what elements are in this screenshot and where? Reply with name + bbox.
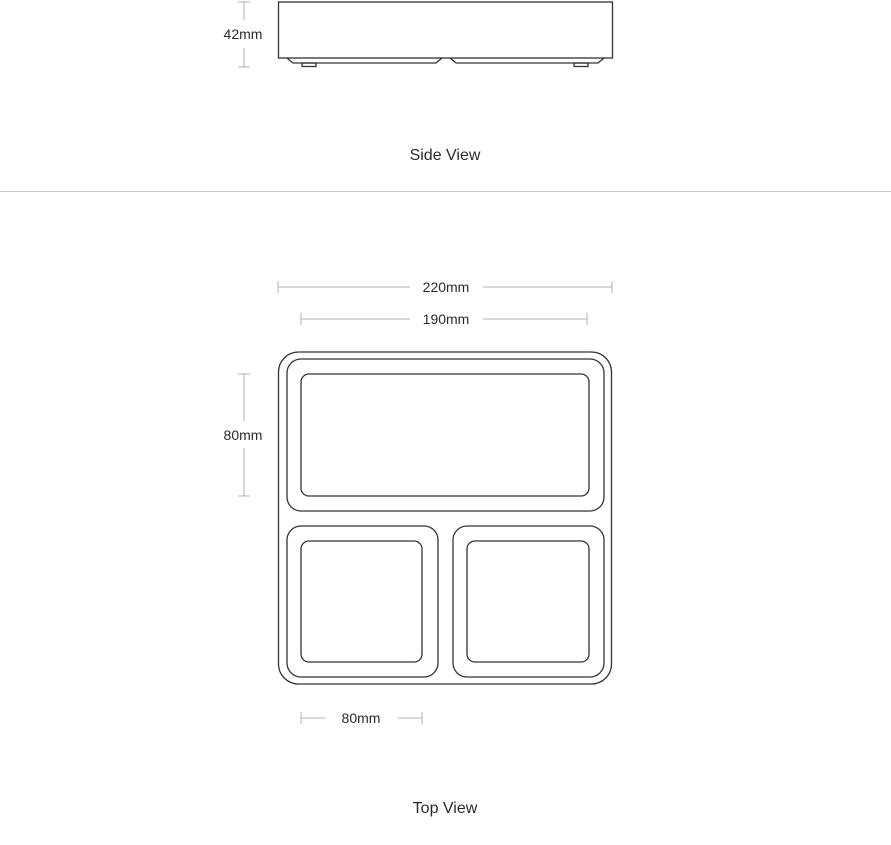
inner-width-dimension xyxy=(301,311,587,327)
bottom-left-compartment xyxy=(287,526,438,677)
small-compartment-width-label: 80mm xyxy=(341,710,381,726)
outer-width-label: 220mm xyxy=(422,279,470,295)
side-view xyxy=(224,2,613,164)
top-compartment xyxy=(287,359,604,511)
side-height-label: 42mm xyxy=(223,26,263,42)
outer-width-dimension xyxy=(278,279,612,295)
compartment-height-dimension xyxy=(224,374,263,496)
side-box-profile xyxy=(279,2,613,67)
side-height-dimension xyxy=(224,2,263,67)
side-view-caption: Side View xyxy=(409,147,481,164)
inner-width-label: 190mm xyxy=(422,311,470,327)
top-view-caption: Top View xyxy=(412,800,478,817)
compartment-height-label: 80mm xyxy=(223,427,263,443)
small-compartment-width-dimension xyxy=(301,710,422,726)
box-outer-outline xyxy=(279,352,612,684)
bottom-right-compartment xyxy=(453,526,604,677)
top-view xyxy=(224,279,612,817)
